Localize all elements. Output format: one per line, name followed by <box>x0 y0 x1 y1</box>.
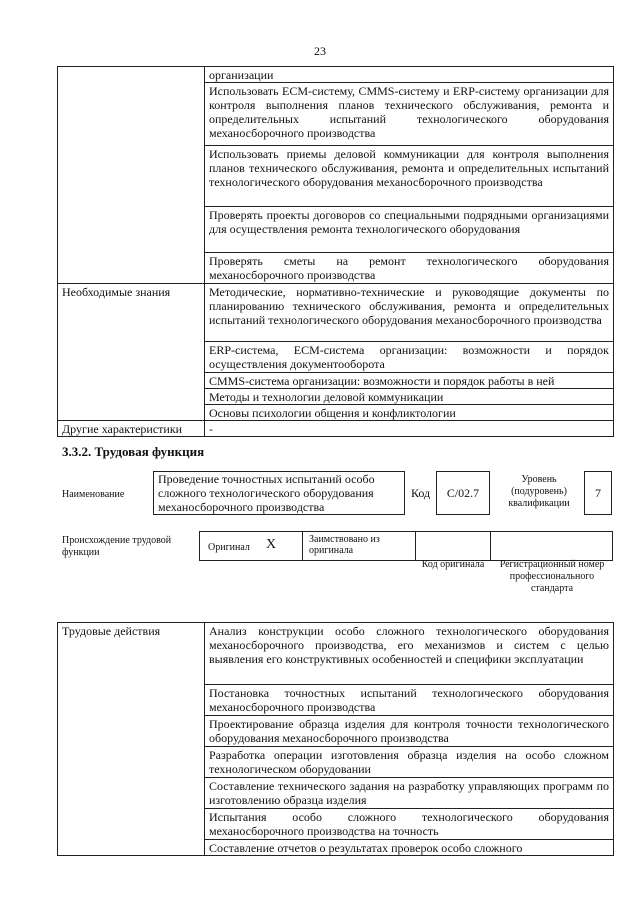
borrowed-cell: Заимствовано из оригинала <box>302 531 416 561</box>
labor-actions-table <box>57 622 614 856</box>
skill-item: Использовать приемы деловой коммуникации для контроля выполнения планов технического обслуживания, ремонта и определительных испытаний технологического оборудования механосборочного производства <box>205 146 614 207</box>
origin-label: Происхождение трудовой функции <box>62 535 172 558</box>
skill-item: Проверять сметы на ремонт технологического оборудования механосборочного производства <box>205 253 614 284</box>
skills-label-cell <box>58 67 205 284</box>
other-characteristics-value: - <box>205 421 614 437</box>
labor-action-item: Проектирование образца изделия для контроля точности технологического оборудования механосборочного производства <box>205 716 614 747</box>
regnum-caption: Регистрационный номер профессионального стандарта <box>499 559 605 594</box>
labor-action-item: Разработка операции изготовления образца изделия на особо сложном технологическом оборудовании <box>205 747 614 778</box>
function-name-box: Проведение точностных испытаний особо сложного технологического оборудования механосборочного производства <box>153 471 405 515</box>
regnum-cell <box>490 531 613 561</box>
labor-action-item: Составление технического задания на разработку управляющих программ по изготовлению образца изделия <box>205 778 614 809</box>
original-label: Оригинал <box>208 542 250 553</box>
qualification-level-box: 7 <box>584 471 612 515</box>
labor-action-item: Составление отчетов о результатах проверок особо сложного <box>205 840 614 856</box>
labor-actions-label: Трудовые действия <box>58 623 205 856</box>
labor-action-item: Испытания особо сложного технологического оборудования механосборочного производства на точность <box>205 809 614 840</box>
labor-action-item: Постановка точностных испытаний технологического оборудования механосборочного производства <box>205 685 614 716</box>
knowledge-item: Методы и технологии деловой коммуникации <box>205 389 614 405</box>
qualification-level-label: Уровень (подуровень) квалификации <box>508 474 570 509</box>
other-characteristics-label: Другие характеристики <box>58 421 205 437</box>
code-value-box: C/02.7 <box>436 471 490 515</box>
knowledge-label: Необходимые знания <box>58 284 205 421</box>
name-label: Наименование <box>62 489 125 500</box>
original-code-caption: Код оригинала <box>421 559 485 570</box>
knowledge-item: Основы психологии общения и конфликтологии <box>205 405 614 421</box>
original-cell <box>199 531 303 561</box>
skill-item: организации <box>205 67 614 83</box>
knowledge-item: ERP-система, ЕСМ-система организации: возможности и порядок осуществления документооборота <box>205 342 614 373</box>
section-heading: 3.3.2. Трудовая функция <box>62 444 205 459</box>
skills-knowledge-table <box>57 66 614 437</box>
labor-action-item: Анализ конструкции особо сложного технологического оборудования механосборочного производства, его механизмов и систем с целью выявления его конструктивных особенностей и специфики эксплуатации <box>205 623 614 685</box>
skill-item: Использовать ЕСМ-систему, СММS-систему и ERP-систему организации для контроля выполнения планов технического обслуживания, ремонта и определительных испытаний технологического оборудования механосборочного производства <box>205 83 614 146</box>
page-number: 23 <box>314 44 326 58</box>
knowledge-item: СММS-система организации: возможности и порядок работы в ней <box>205 373 614 389</box>
code-label: Код <box>411 486 431 500</box>
original-code-cell <box>415 531 491 561</box>
original-mark: X <box>266 537 277 552</box>
knowledge-item: Методические, нормативно-технические и руководящие документы по планированию технического обслуживания, ремонта и определительных испытаний технологического оборудования механосборочного производства <box>205 284 614 342</box>
skill-item: Проверять проекты договоров со специальными подрядными организациями для осуществления ремонта технологического оборудования <box>205 207 614 253</box>
